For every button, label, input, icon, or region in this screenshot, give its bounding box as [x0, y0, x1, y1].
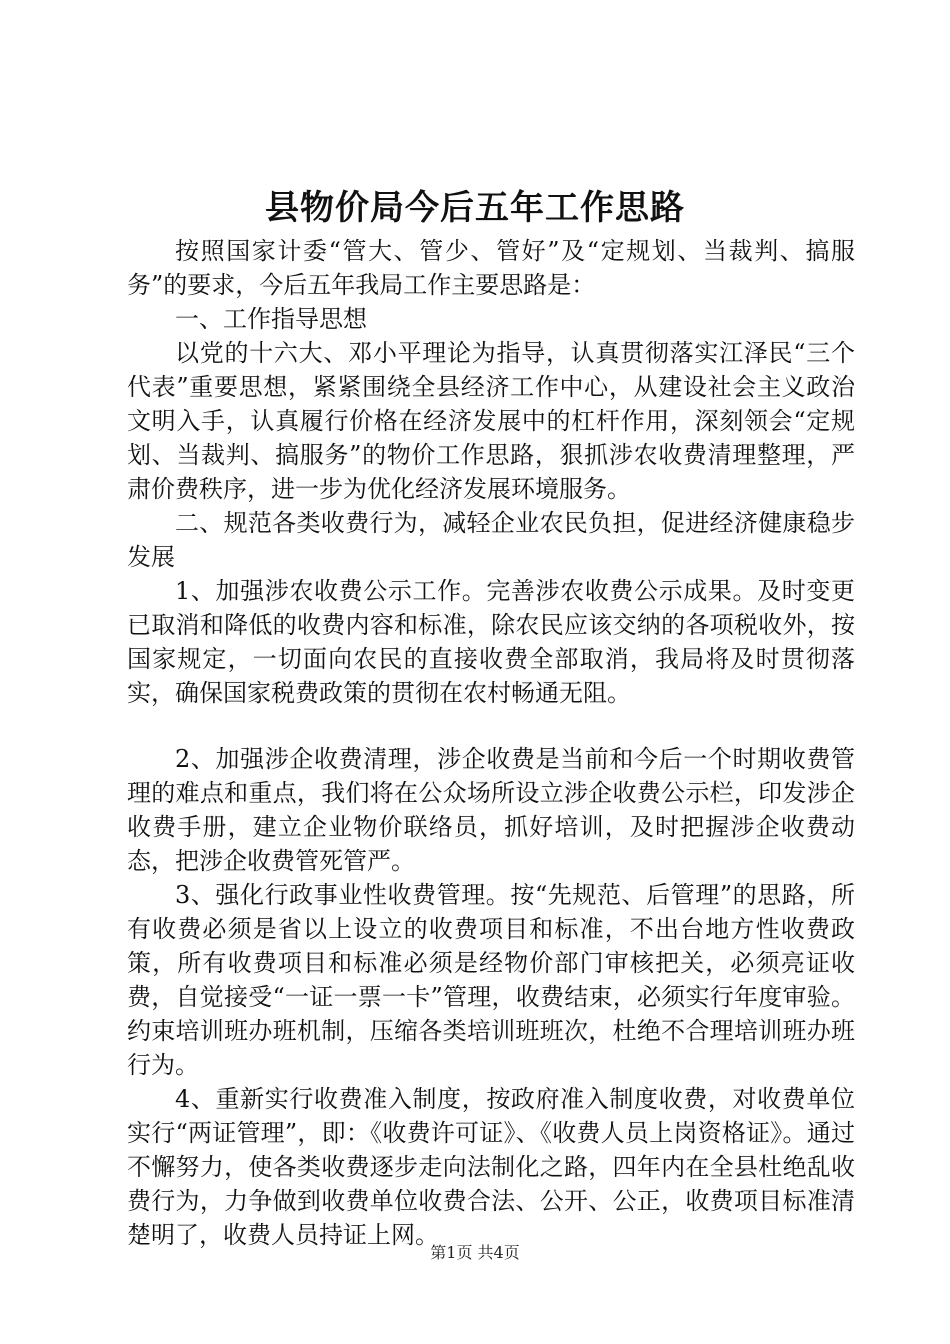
page-number-footer: 第1页 共4页 — [430, 1243, 520, 1262]
section-heading-guiding-ideology: 一、工作指导思想 — [175, 305, 367, 333]
item-1-paragraph: 1、加强涉农收费公示工作。完善涉农收费公示成果。及时变更已取消和降低的收费内容和标准，除农民应该交纳的各项税收外，按国家规定，一切面向农民的直接收费全部取消，我局将及时贯彻落实，确保国家税费政策的贯彻在农村畅通无阻。 — [127, 577, 855, 707]
document-title: 县物价局今后五年工作思路 — [265, 188, 685, 228]
intro-paragraph: 按照国家计委“管大、管少、管好”及“定规划、当裁判、搞服务”的要求，今后五年我局工作主要思路是： — [127, 237, 855, 299]
item-3-paragraph: 3、强化行政事业性收费管理。按“先规范、后管理”的思路，所有收费必须是省以上设立的收费项目和标准，不出台地方性收费政策，所有收费项目和标准必须是经物价部门审核把关，必须亮证收费，自觉接受“一证一票一卡”管理，收费结束，必须实行年度审验。约束培训班办班机制，压缩各类培训班班次，杜绝不合理培训班办班行为。 — [127, 881, 855, 1079]
document-body — [127, 234, 855, 1252]
item-4-paragraph: 4、重新实行收费准入制度，按政府准入制度收费，对收费单位实行“两证管理”，即：《收费许可证》、《收费人员上岗资格证》。通过不懈努力，使各类收费逐步走向法制化之路，四年内在全县杜绝乱收费行为，力争做到收费单位收费合法、公开、公正，收费项目标准清楚明了，收费人员持证上网。 — [127, 1085, 855, 1249]
paragraph-gap — [127, 710, 855, 742]
section-heading-regulate-fees: 二、规范各类收费行为，减轻企业农民负担，促进经济健康稳步发展 — [127, 509, 855, 571]
item-2-paragraph: 2、加强涉企收费清理，涉企收费是当前和今后一个时期收费管理的难点和重点，我们将在公众场所设立涉企收费公示栏，印发涉企收费手册，建立企业物价联络员，抓好培训，及时把握涉企收费动态，把涉企收费管死管严。 — [127, 745, 855, 875]
guiding-ideology-paragraph: 以党的十六大、邓小平理论为指导，认真贯彻落实江泽民“三个代表”重要思想，紧紧围绕全县经济工作中心，从建设社会主义政治文明入手，认真履行价格在经济发展中的杠杆作用，深刻领会“定规划、当裁判、搞服务”的物价工作思路，狠抓涉农收费清理整理，严肃价费秩序，进一步为优化经济发展环境服务。 — [127, 339, 855, 503]
